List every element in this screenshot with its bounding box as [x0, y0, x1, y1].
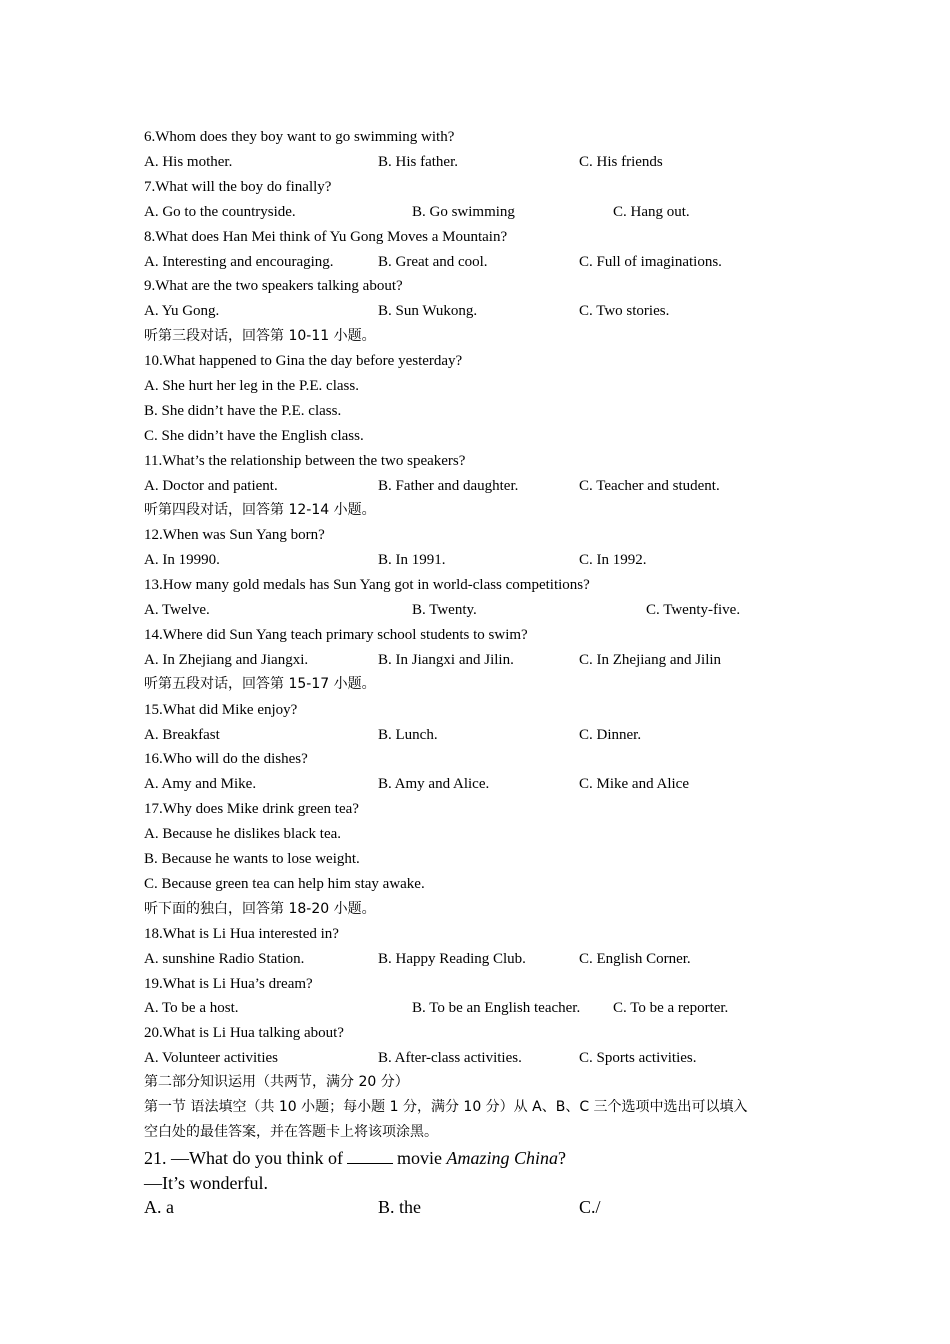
question-12: 12.When was Sun Yang born?	[144, 527, 325, 543]
question-text: 9.What are the two speakers talking about?	[144, 278, 403, 294]
option-c: C. His friends	[579, 154, 663, 170]
option-a: A. Yu Gong.	[144, 303, 220, 319]
section-heading: 听第五段对话，回答第 15-17 小题。	[144, 676, 376, 692]
option-c: C. Full of imaginations.	[579, 254, 722, 270]
question-stem: 21. —What do you think of	[144, 1148, 343, 1168]
question-text: 7.What will the boy do finally?	[144, 179, 332, 195]
section-heading: 听下面的独白，回答第 18-20 小题。	[144, 901, 376, 917]
option-c: C./	[579, 1197, 601, 1217]
option-a: A. Interesting and encouraging.	[144, 254, 334, 270]
option-a: A. To be a host.	[144, 1000, 239, 1016]
option-a: A. In Zhejiang and Jiangxi.	[144, 652, 309, 668]
option-c: C. Twenty-five.	[646, 602, 741, 618]
option-b: B. Because he wants to lose weight.	[144, 851, 360, 867]
option-a: A. She hurt her leg in the P.E. class.	[144, 378, 359, 394]
option-b: B. Happy Reading Club.	[378, 951, 526, 967]
question-13: 13.How many gold medals has Sun Yang got in world-class competitions?	[144, 577, 590, 593]
option-b: B. Sun Wukong.	[378, 303, 478, 319]
part-heading: 第二部分知识运用（共两节，满分 20 分）	[144, 1074, 409, 1090]
movie-title: Amazing China	[446, 1148, 558, 1168]
question-14: 14.Where did Sun Yang teach primary school students to swim?	[144, 627, 528, 643]
question-21	[144, 1147, 566, 1169]
question-7	[144, 177, 331, 197]
option-c: C. Sports activities.	[579, 1050, 697, 1066]
option-c: C. Mike and Alice	[579, 776, 689, 792]
option-a: A. Breakfast	[144, 727, 220, 743]
section-heading: 听第四段对话，回答第 12-14 小题。	[144, 502, 376, 518]
question-16: 16.Who will do the dishes?	[144, 751, 308, 767]
option-a: A. Because he dislikes black tea.	[144, 826, 342, 842]
option-c: C. English Corner.	[579, 951, 691, 967]
option-c: C. Dinner.	[579, 727, 642, 743]
question-18: 18.What is Li Hua interested in?	[144, 926, 339, 942]
option-b: B. In 1991.	[378, 552, 446, 568]
question-8	[144, 227, 507, 247]
option-b: B. Great and cool.	[378, 254, 488, 270]
option-a: A. Doctor and patient.	[144, 478, 278, 494]
option-c: C. Two stories.	[579, 303, 670, 319]
option-a: A. Volunteer activities	[144, 1050, 279, 1066]
option-c: C. Teacher and student.	[579, 478, 720, 494]
option-b: B. Father and daughter.	[378, 478, 519, 494]
option-a: A. In 19990.	[144, 552, 220, 568]
answer-blank	[347, 1148, 393, 1164]
option-b: B. In Jiangxi and Jilin.	[378, 652, 514, 668]
question-9	[144, 276, 403, 296]
option-b: B. Twenty.	[412, 602, 477, 618]
option-b: B. Lunch.	[378, 727, 438, 743]
question-15: 15.What did Mike enjoy?	[144, 702, 298, 718]
option-b: B. His father.	[378, 154, 458, 170]
question-6	[144, 127, 454, 147]
option-c: C. To be a reporter.	[613, 1000, 729, 1016]
option-a: A. His mother.	[144, 154, 233, 170]
question-text: 8.What does Han Mei think of Yu Gong Moves a Mountain?	[144, 229, 508, 245]
option-a: A. Go to the countryside.	[144, 204, 296, 220]
option-c: C. She didn’t have the English class.	[144, 428, 364, 444]
option-c: C. In Zhejiang and Jilin	[579, 652, 722, 668]
option-a: A. a	[144, 1197, 174, 1217]
section-heading: 听第三段对话，回答第 10-11 小题。	[144, 328, 376, 344]
question-stem-cont: movie	[396, 1148, 442, 1168]
section-instructions-cont: 空白处的最佳答案，并在答题卡上将该项涂黑。	[144, 1124, 438, 1140]
option-b: B. Go swimming	[412, 204, 515, 220]
option-a: A. sunshine Radio Station.	[144, 951, 305, 967]
section-instructions: 第一节 语法填空（共 10 小题；每小题 1 分，满分 10 分）从 A、B、C 三个选项中选出可以填入	[144, 1099, 748, 1115]
question-11: 11.What’s the relationship between the two speakers?	[144, 453, 466, 469]
question-19: 19.What is Li Hua’s dream?	[144, 976, 313, 992]
question-mark: ?	[558, 1148, 566, 1168]
option-b: B. She didn’t have the P.E. class.	[144, 403, 342, 419]
option-b: B. Amy and Alice.	[378, 776, 490, 792]
option-b: B. the	[378, 1197, 421, 1217]
option-a: A. Amy and Mike.	[144, 776, 257, 792]
option-c: C. Hang out.	[613, 204, 690, 220]
option-c: C. In 1992.	[579, 552, 647, 568]
option-a: A. Twelve.	[144, 602, 210, 618]
option-b: B. To be an English teacher.	[412, 1000, 581, 1016]
option-c: C. Because green tea can help him stay awake.	[144, 876, 425, 892]
question-20: 20.What is Li Hua talking about?	[144, 1025, 344, 1041]
question-text: 6.Whom does they boy want to go swimming with?	[144, 129, 455, 145]
question-17: 17.Why does Mike drink green tea?	[144, 801, 359, 817]
reply-line: —It’s wonderful.	[144, 1173, 268, 1193]
option-b: B. After-class activities.	[378, 1050, 522, 1066]
question-10: 10.What happened to Gina the day before yesterday?	[144, 353, 463, 369]
